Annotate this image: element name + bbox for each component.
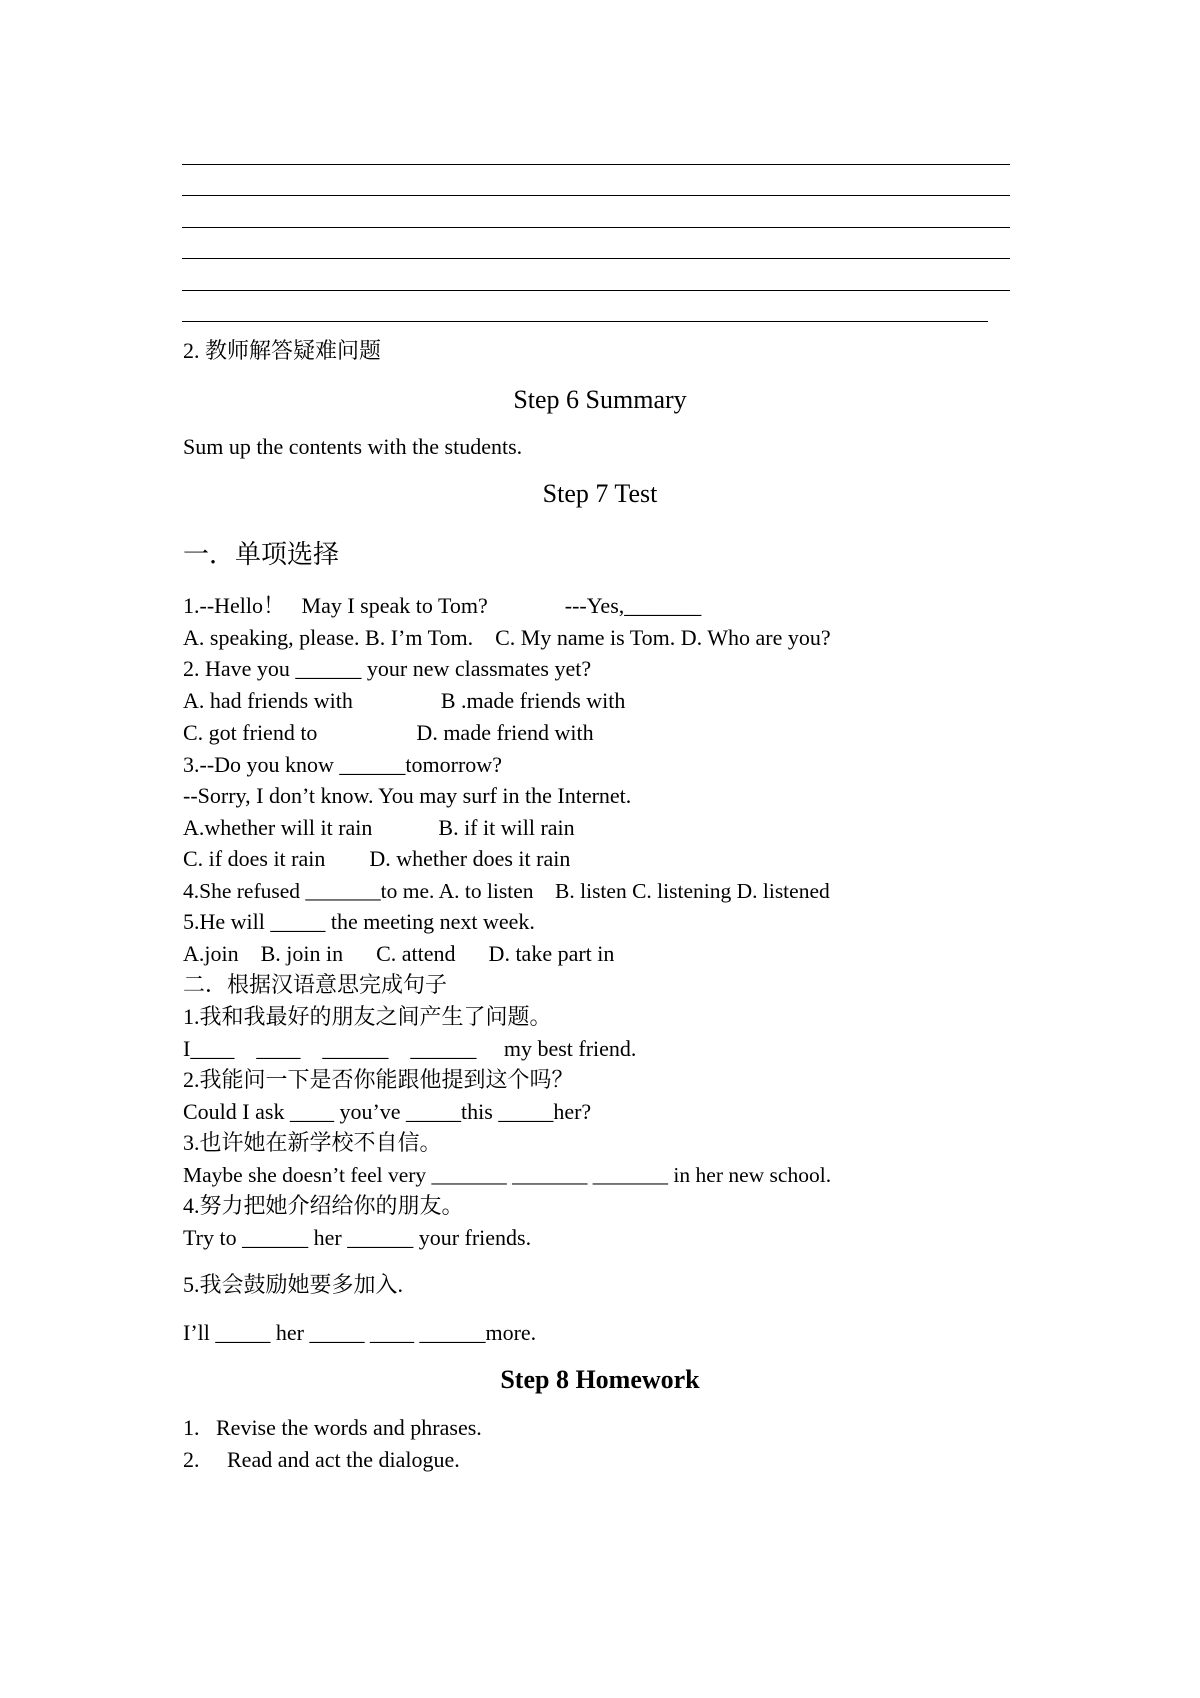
translation-line: 3.也许她在新学校不自信。 [183, 1130, 442, 1155]
test-line: C. got friend to D. made friend with [183, 720, 594, 745]
translation-line: 4.努力把她介绍给你的朋友。 [183, 1193, 464, 1218]
teacher-answers-item: 2. 教师解答疑难问题 [183, 338, 382, 363]
test-line: A. had friends with B .made friends with [183, 688, 626, 713]
translation-line: I____ ____ ______ ______ my best friend. [183, 1036, 637, 1061]
test-line: 4.She refused _______to me. A. to listen B. listen C. listening D. listened [183, 879, 830, 903]
step7-heading: Step 7 Test [542, 479, 658, 508]
test-line: 1.--Hello！ May I speak to Tom? ---Yes,_______ [183, 593, 702, 618]
translation-q5-chinese: 5.我会鼓励她要多加入. [183, 1272, 404, 1297]
answer-line [182, 290, 1010, 291]
translation-line: Maybe she doesn’t feel very _______ _______ _______ in her new school. [183, 1163, 832, 1187]
translation-line: Try to ______ her ______ your friends. [183, 1225, 532, 1250]
test-line: A.whether will it rain B. if it will rain [183, 815, 575, 840]
test-line: 2. Have you ______ your new classmates yet? [183, 656, 592, 681]
test-line: A.join B. join in C. attend D. take part in [183, 941, 615, 966]
part1-title: 一．单项选择 [183, 540, 340, 569]
test-line: --Sorry, I don’t know. You may surf in the Internet. [183, 783, 632, 808]
homework-item: 1. Revise the words and phrases. [183, 1415, 482, 1440]
step8-heading: Step 8 Homework [500, 1365, 700, 1394]
homework-item: 2. Read and act the dialogue. [183, 1447, 460, 1472]
step6-heading: Step 6 Summary [513, 385, 687, 414]
part2-title: 二．根据汉语意思完成句子 [183, 972, 448, 997]
translation-line: Could I ask ____ you’ve _____this _____her? [183, 1099, 592, 1124]
translation-line: 1.我和我最好的朋友之间产生了问题。 [183, 1004, 552, 1029]
test-line: 3.--Do you know ______tomorrow? [183, 752, 502, 777]
answer-line [182, 195, 1010, 196]
answer-line [182, 164, 1010, 165]
translation-q5-english: I’ll _____ her _____ ____ ______more. [183, 1320, 537, 1345]
test-line: A. speaking, please. B. I’m Tom. C. My name is Tom. D. Who are you? [183, 625, 831, 650]
step6-text: Sum up the contents with the students. [183, 434, 523, 459]
answer-line [182, 258, 1010, 259]
answer-line [182, 321, 988, 322]
translation-line: 2.我能问一下是否你能跟他提到这个吗？ [183, 1067, 574, 1092]
answer-line [182, 227, 1010, 228]
test-line: 5.He will _____ the meeting next week. [183, 909, 535, 934]
test-line: C. if does it rain D. whether does it rain [183, 846, 571, 871]
